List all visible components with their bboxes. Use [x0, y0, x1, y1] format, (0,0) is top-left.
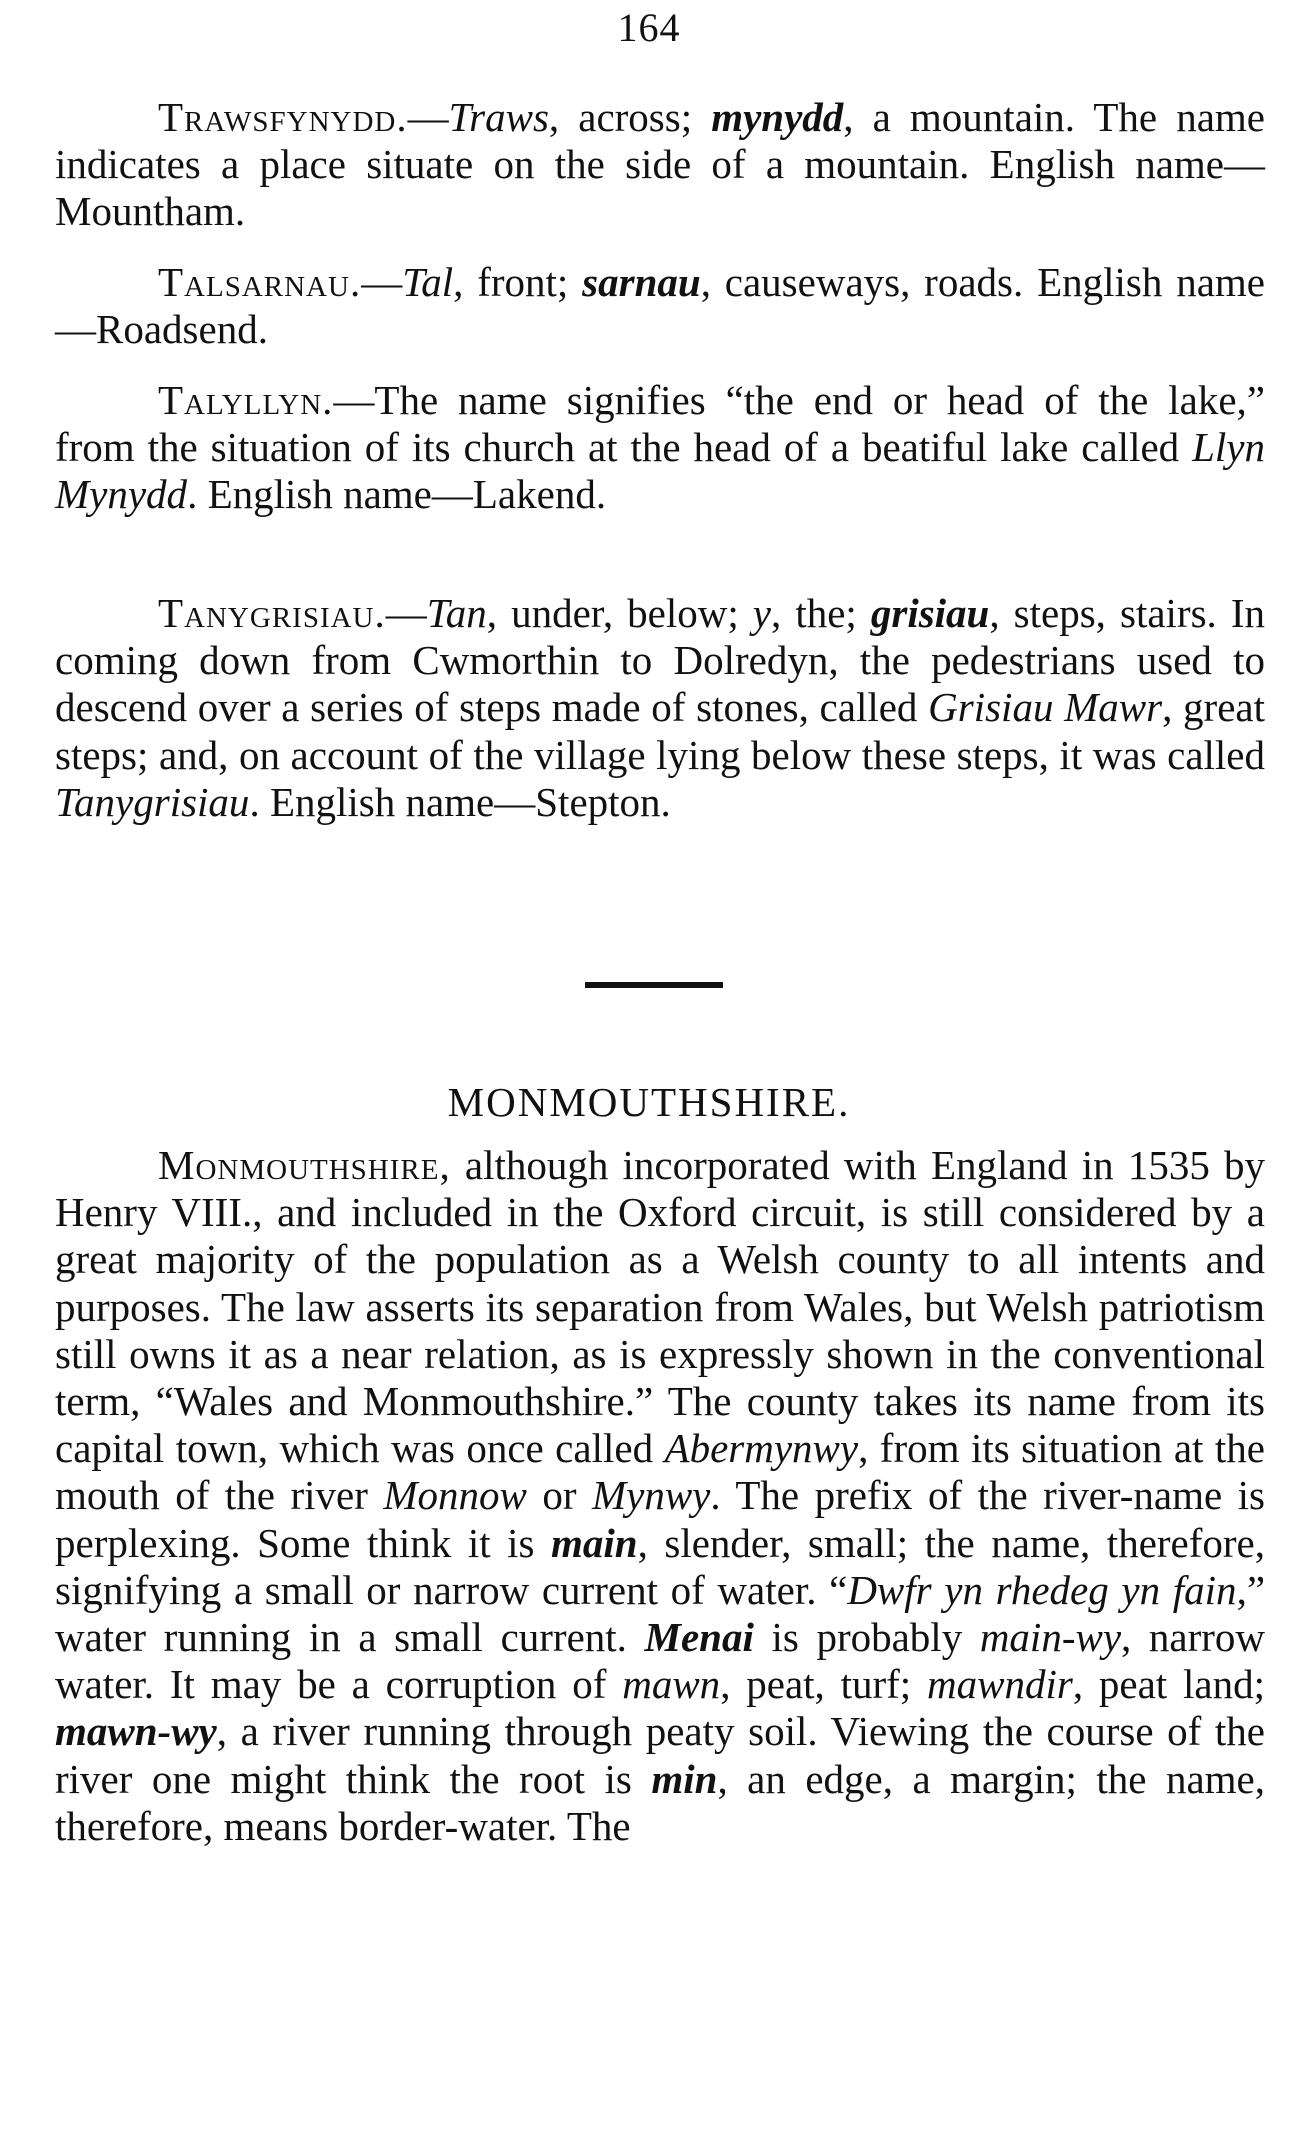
- entry-paragraph: [55, 94, 1265, 236]
- italic-term: y: [752, 590, 771, 636]
- italic-term: mawn: [622, 1661, 721, 1708]
- text-run: or: [526, 1472, 592, 1519]
- text-run: —: [361, 259, 403, 305]
- headword: Trawsfynydd.: [158, 94, 408, 140]
- italic-term: Menai: [644, 1614, 754, 1661]
- italic-term: sarnau: [582, 259, 701, 305]
- text-run: , an edge, a margin; the name, therefore, means border-water. The: [55, 1755, 1266, 1849]
- text-run: . English name—Lakend.: [187, 471, 607, 518]
- text-run: ,” water running in a small current.: [55, 1566, 1266, 1661]
- italic-term: mynydd: [711, 94, 844, 140]
- headword: Tanygrisiau.: [158, 590, 386, 636]
- italic-term: mawndir: [927, 1661, 1073, 1708]
- italic-term: Tan: [426, 590, 487, 636]
- text-run: , front;: [453, 259, 583, 305]
- text-run: , under, below;: [486, 590, 753, 636]
- italic-term: Monnow: [383, 1472, 527, 1519]
- text-run: , causeways, roads. English name—Roadsend.: [55, 259, 1265, 353]
- text-run: . English name—Stepton.: [249, 778, 671, 825]
- section-divider: [585, 982, 723, 988]
- italic-term: Mynwy: [591, 1472, 711, 1519]
- italic-term: grisiau: [870, 590, 990, 636]
- text-run: , the;: [771, 590, 871, 636]
- section-title: MONMOUTHSHIRE.: [447, 1079, 851, 1125]
- italic-term: Dwfr yn rhedeg yn fain: [847, 1566, 1237, 1613]
- italic-term: mawn-wy: [55, 1708, 217, 1755]
- text-run: , great steps; and, on account of the village lying below these steps, it was called: [55, 684, 1265, 778]
- text-run: , steps, stairs. In coming down from Cwmorthin to Dolredyn, the pedestrians used to descend over a series of steps made of stones, called: [55, 590, 1265, 731]
- italic-term: Traws: [448, 94, 549, 140]
- text-run: , across;: [548, 94, 712, 140]
- headword: Talyllyn.: [158, 377, 334, 423]
- italic-term: main-wy: [979, 1614, 1122, 1661]
- text-run: although incorporated with England in 1535 by Henry VIII., and included in the Oxford circuit, is still considered by a great majority of the population as a Welsh county to all intents and purposes. The law asserts its separation from Wales, but Welsh patriotism still owns it as a near relation, as is expressly shown in the conventional term, “Wales and Monmouthshire.” The county takes its name from its capital town, which was once called: [55, 1142, 1265, 1472]
- entry-talyllyn: [55, 377, 1265, 519]
- entry-paragraph: [55, 1142, 1265, 1850]
- text-run: , a river running through peaty soil. Viewing the course of the river one might think the root is: [55, 1708, 1265, 1802]
- italic-term: Llyn Mynydd: [55, 424, 1265, 518]
- entry-tanygrisiau: [55, 590, 1265, 826]
- italic-term: min: [651, 1755, 718, 1802]
- text-run: , peat land;: [1072, 1661, 1265, 1708]
- section-paragraph-monmouthshire: [55, 1142, 1265, 1850]
- italic-term: Tal: [402, 259, 454, 305]
- page-number: 164: [617, 5, 681, 50]
- text-run: , a mountain. The name indicates a place situate on the side of a mountain. English name—Mountham.: [55, 94, 1265, 235]
- text-run: —The name signifies “the end or head of the lake,” from the situation of its church at the head of a beatiful lake called: [55, 377, 1265, 471]
- entry-talsarnau: [55, 259, 1265, 353]
- text-run: , narrow water. It may be a corruption of: [55, 1614, 1265, 1708]
- headword: Talsarnau.: [158, 259, 362, 305]
- headword: Monmouthshire,: [158, 1142, 451, 1188]
- italic-term: Tanygrisiau: [55, 778, 250, 825]
- entry-paragraph: [55, 377, 1265, 519]
- italic-term: Grisiau Mawr: [928, 684, 1163, 731]
- entry-paragraph: [55, 590, 1265, 826]
- text-run: , slender, small; the name, therefore, signifying a small or narrow current of water. “: [55, 1519, 1265, 1613]
- text-run: —: [385, 590, 427, 636]
- text-run: , peat, turf;: [720, 1661, 928, 1708]
- entry-paragraph: [55, 259, 1265, 353]
- italic-term: Abermynwy: [664, 1425, 859, 1472]
- text-run: . The prefix of the river-name is perplexing. Some think it is: [55, 1472, 1266, 1566]
- text-run: is probably: [753, 1614, 980, 1661]
- entry-trawsfynydd: [55, 94, 1265, 236]
- text-run: —: [407, 94, 449, 140]
- italic-term: main: [551, 1519, 638, 1566]
- text-run: , from its situation at the mouth of the river: [55, 1425, 1265, 1519]
